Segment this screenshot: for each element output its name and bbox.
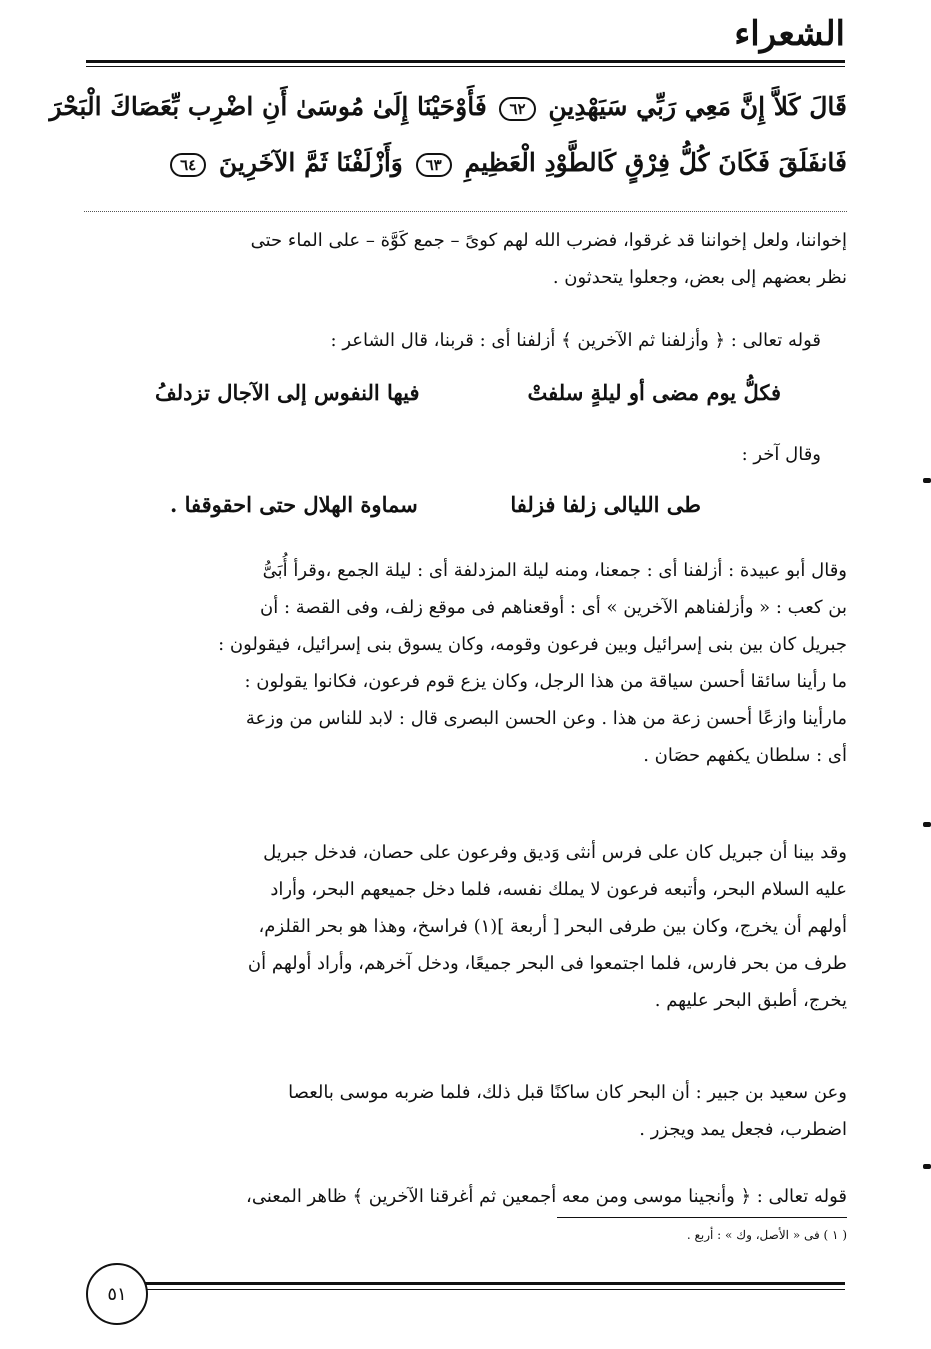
poem-hemistich-right: طى الليالى زلفا فزلفا: [510, 492, 701, 517]
margin-mark: [923, 478, 931, 483]
footer-rule-bottom: [140, 1289, 845, 1290]
paragraph: [84, 1074, 847, 1148]
text-line: قوله تعالى : ﴿ وأنجينا موسى ومن معه أجمعين ثم أغرقنا الآخرين ﴾ ظاهر المعنى،: [246, 1186, 847, 1207]
quran-verse-line-1: [49, 82, 847, 132]
text-line: بن كعب : « وأزلفناهم الآخرين » أى : أوقعناهم فى موقع زلف، وفى القصة : أن: [260, 597, 847, 618]
text-line: مارأينا وازعًا أحسن زعة من هذا . وعن الحسن البصرى قال : لابد للناس من وزعة: [245, 708, 847, 729]
text-line: وقال آخر :: [741, 444, 821, 465]
paragraph: [84, 552, 847, 774]
text-line: عليه السلام البحر، وأتبعه فرعون لا يملك نفسه، فلما دخل جميعهم البحر، وأراد: [270, 879, 847, 900]
verse-number-marker: ٦٣: [416, 153, 452, 177]
page-number-badge: [86, 1263, 148, 1325]
header-rule-bottom: [86, 66, 845, 67]
page-number: ٥١: [107, 1283, 127, 1305]
surah-title: الشعراء: [734, 14, 845, 54]
text-line: وعن سعيد بن جبير : أن البحر كان ساكنًا قبل ذلك، فلما ضربه موسى بالعصا: [288, 1082, 847, 1103]
footnote: ( ١ ) فى « الأصل، وك » : أربع .: [686, 1228, 847, 1242]
text-line: ما رأينا سائقا أحسن سياقة من هذا الرجل، وكان يزع قوم فرعون، فكانوا يقولون :: [244, 671, 847, 692]
text-line: نظر بعضهم إلى بعض، وجعلوا يتحدثون .: [552, 267, 847, 288]
paragraph: [84, 222, 847, 296]
text-line: جبريل كان بين بنى إسرائيل وبين فرعون وقومه، وكان يسوق بنى إسرائيل، فيقولون :: [218, 634, 847, 655]
verse-number-marker: ٦٢: [499, 97, 535, 121]
text-line: أى : سلطان يكفهم حصَان .: [643, 745, 847, 766]
text-line: وقد بينا أن جبريل كان على فرس أنثى وَديق وفرعون على حصان، فدخل جبريل: [263, 842, 847, 863]
paragraph: [84, 1178, 847, 1215]
margin-mark: [923, 822, 931, 827]
text-line: اضطرب، فجعل يمد ويجزر .: [639, 1119, 847, 1140]
text-line: يخرج، أطبق البحر عليهم .: [654, 990, 847, 1011]
verse-text: قَالَ كَلاَّ إِنَّ مَعِي رَبِّي سَيَهْدِينِ: [548, 92, 847, 121]
verse-text: فَانفَلَقَ فَكَانَ كُلُّ فِرْقٍ كَالطَّوْدِ الْعَظِيمِ: [464, 148, 847, 177]
text-line: طرف من بحر فارس، فلما اجتمعوا فى البحر جميعًا، ودخل آخرهم، وأراد أولهم أن: [247, 953, 847, 974]
paragraph: [84, 834, 847, 1019]
verse-text: فَأَوْحَيْنَا إِلَىٰ مُوسَىٰ أَنِ اضْرِب بِّعَصَاكَ الْبَحْرَ: [49, 92, 487, 121]
poem-hemistich-left: سماوة الهلال حتى احقوقفا .: [170, 492, 418, 517]
poem-hemistich-right: فكلُّ يوم مضى أو ليلةٍ سلفتْ: [527, 380, 781, 405]
verse-text: وَأَزْلَفْنَا ثَمَّ الآخَرِينَ: [218, 148, 403, 177]
paragraph: [84, 322, 821, 359]
quran-verse-line-2: [84, 138, 847, 188]
margin-mark: [923, 1164, 931, 1169]
verse-separator: [84, 211, 847, 212]
footnote-separator: [557, 1217, 847, 1218]
verse-number-marker: ٦٤: [170, 153, 206, 177]
footer-rule-top: [140, 1282, 845, 1285]
text-line: قوله تعالى : ﴿ وأزلفنا ثم الآخرين ﴾ أزلفنا أى : قربنا، قال الشاعر :: [330, 330, 821, 351]
poem-hemistich-left: فيها النفوس إلى الآجال تزدلفُ: [155, 380, 420, 405]
text-line: إخواننا، ولعل إخواننا قد غرقوا، فضرب الله لهم كوىً – جمع كَوَّة – على الماء حتى: [250, 230, 847, 251]
text-line: أولهم أن يخرج، وكان بين طرفى البحر [ أربعة ](١) فراسخ، وهذا هو بحر القلزم،: [258, 916, 847, 937]
text-line: وقال أبو عبيدة : أزلفنا أى : جمعنا، ومنه ليلة المزدلفة أى : ليلة الجمع ،وقرأ أُبَىُّ: [262, 560, 847, 581]
header-rule-top: [86, 60, 845, 63]
paragraph: [84, 436, 821, 473]
